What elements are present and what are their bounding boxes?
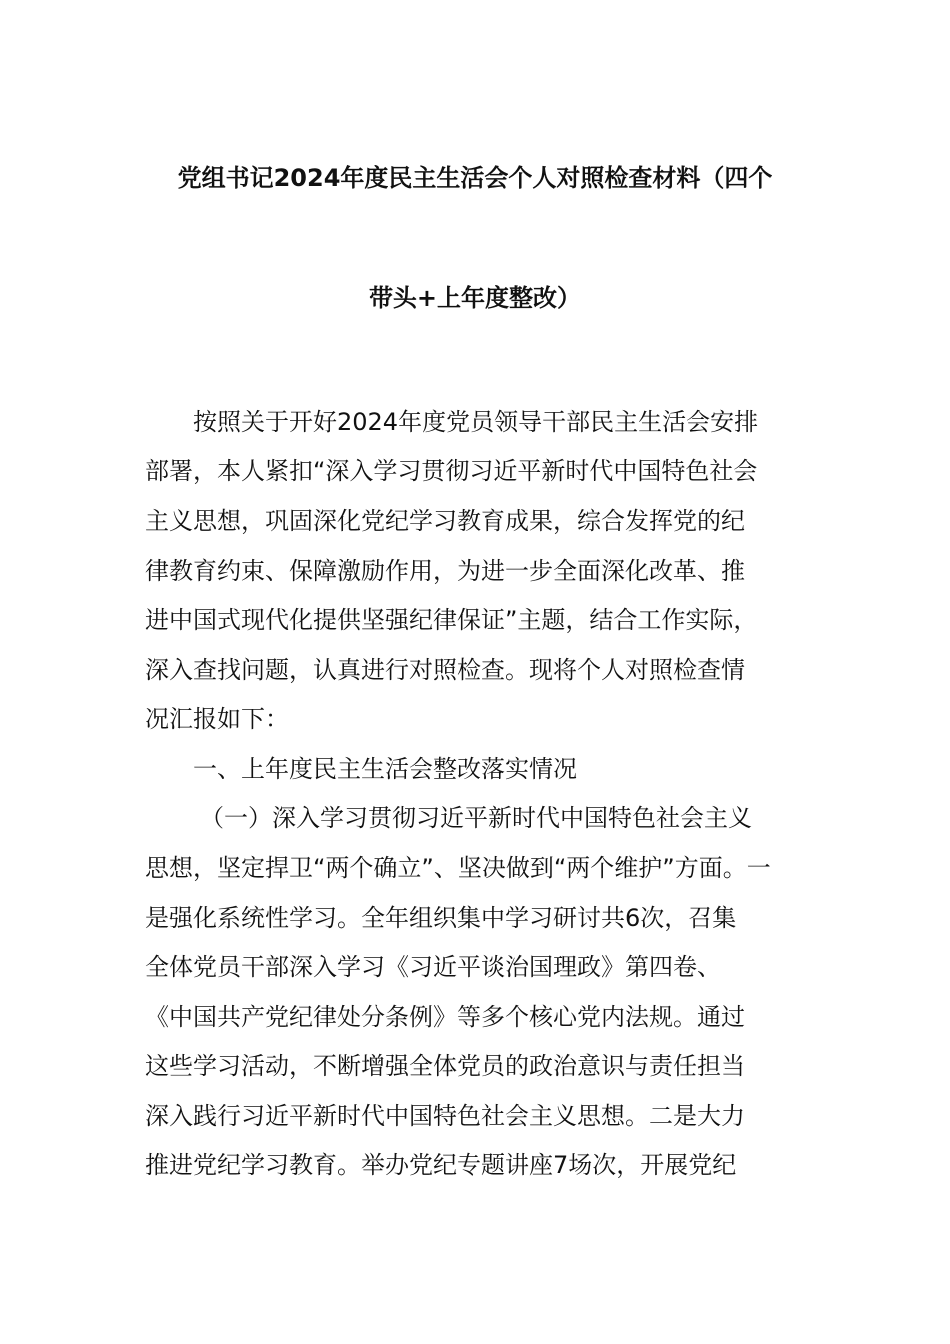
body-line: 深入践行习近平新时代中国特色社会主义思想。二是大力 <box>145 1102 745 1130</box>
body-line: 按照关于开好2024年度党员领导干部民主生活会安排 <box>193 408 759 436</box>
document-title-line-2: 带头+上年度整改） <box>368 284 582 312</box>
body-line: 深入查找问题，认真进行对照检查。现将个人对照检查情 <box>145 656 745 684</box>
body-line: 部署，本人紧扣“深入学习贯彻习近平新时代中国特色社会 <box>145 457 758 485</box>
body-line: 进中国式现代化提供坚强纪律保证”主题，结合工作实际， <box>145 606 758 634</box>
body-line: 这些学习活动，不断增强全体党员的政治意识与责任担当 <box>145 1052 745 1080</box>
body-line: 况汇报如下： <box>145 705 289 733</box>
document-title-line-1: 党组书记2024年度民主生活会个人对照检查材料（四个 <box>177 164 773 192</box>
body-line: 推进党纪学习教育。举办党纪专题讲座7场次，开展党纪 <box>145 1151 737 1179</box>
body-line: 思想，坚定捍卫“两个确立”、坚决做到“两个维护”方面。一 <box>145 854 771 882</box>
body-line: 《中国共产党纪律处分条例》等多个核心党内法规。通过 <box>145 1003 745 1031</box>
body-line: 全体党员干部深入学习《习近平谈治国理政》第四卷、 <box>145 953 721 981</box>
body-line: 是强化系统性学习。全年组织集中学习研讨共6次，召集 <box>145 904 737 932</box>
body-line: 律教育约束、保障激励作用，为进一步全面深化改革、推 <box>145 557 745 585</box>
subsection-heading-line: （一）深入学习贯彻习近平新时代中国特色社会主义 <box>200 804 752 832</box>
body-line: 主义思想，巩固深化党纪学习教育成果，综合发挥党的纪 <box>145 507 745 535</box>
section-heading: 一、上年度民主生活会整改落实情况 <box>193 755 577 783</box>
